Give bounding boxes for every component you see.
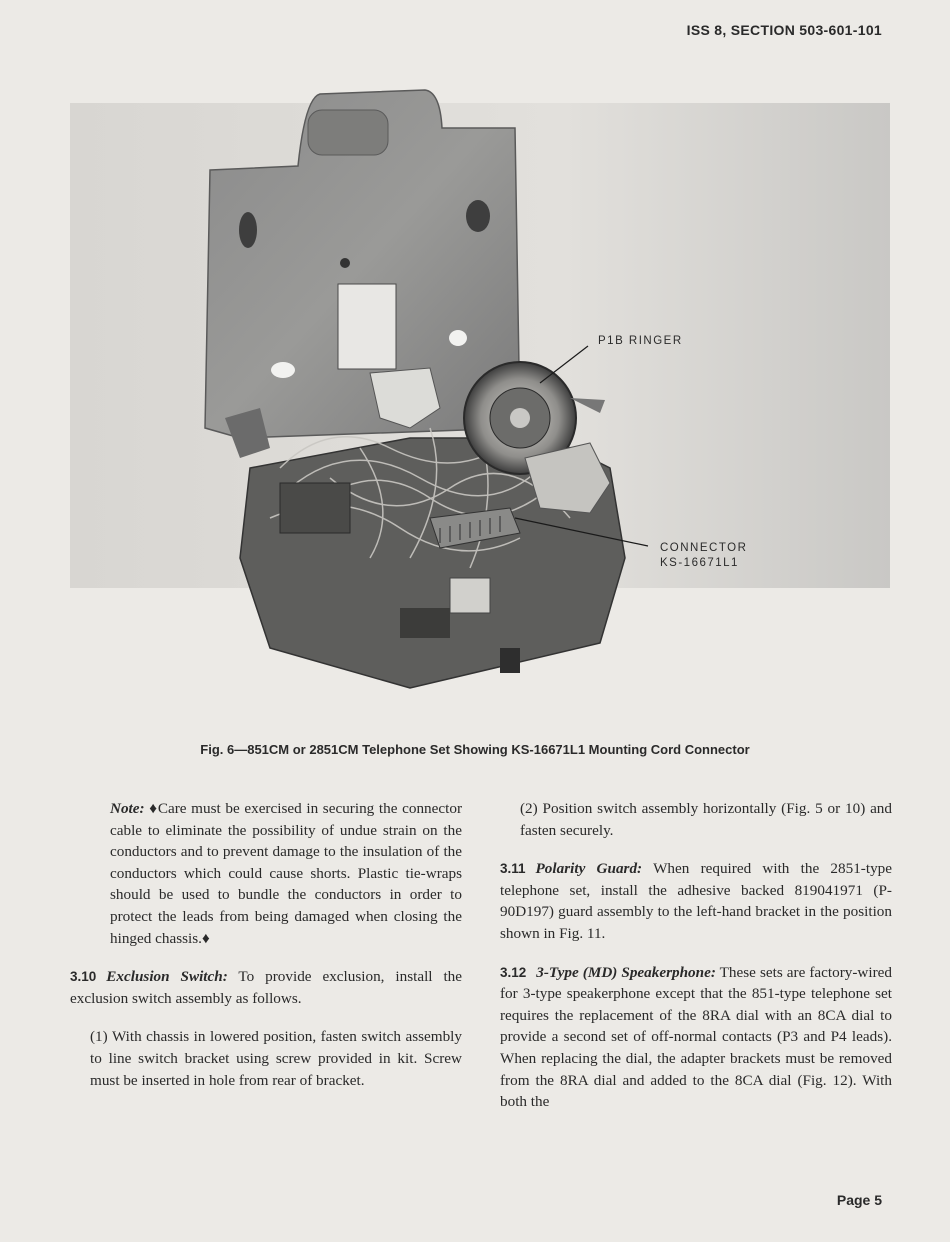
figure-caption: Fig. 6—851CM or 2851CM Telephone Set Showing KS-16671L1 Mounting Cord Connector — [200, 742, 750, 757]
connector-callout-line2: KS-16671L1 — [660, 557, 739, 569]
section-title: Polarity Guard: — [535, 860, 643, 878]
section-number: 3.11 — [500, 861, 526, 877]
item-1 — [70, 1026, 462, 1091]
section-text: These sets are factory-wired for 3-type speakerphone except that the 851-type telephone set requires the replacement of the 8RA dial with an 8CA dial to provide a second set of off-normal contacts (P3 and P4 leads). When replacing the dial, the adapter brackets must be removed from the 8RA dial and added to the 8CA dial (Fig. 12). With both the — [500, 963, 892, 1111]
item-text: Position switch assembly horizontally (Fig. 5 or 10) and fasten securely. — [520, 800, 892, 839]
item-text: With chassis in lowered position, fasten switch assembly to line switch bracket using screw provided in kit. Screw must be inserted in hole from rear of bracket. — [90, 1028, 462, 1089]
item-2 — [500, 798, 892, 841]
note-paragraph — [110, 798, 462, 949]
page-number: Page 5 — [836, 1192, 882, 1208]
section-header: ISS 8, SECTION 503-601-101 — [686, 22, 882, 38]
section-3-12 — [500, 962, 892, 1113]
section-text: To provide exclusion, install the exclusion switch assembly as follows. — [70, 968, 462, 1007]
left-column — [70, 798, 462, 1108]
section-3-11 — [500, 858, 892, 944]
section-3-10 — [70, 966, 462, 1009]
section-number: 3.10 — [70, 969, 97, 985]
item-number: (1) — [90, 1028, 108, 1046]
section-title: Exclusion Switch: — [106, 968, 228, 986]
right-column — [500, 798, 892, 1130]
ringer-callout: P1B RINGER — [598, 335, 683, 347]
section-title: 3-Type (MD) Speakerphone: — [536, 963, 716, 981]
section-text: When required with the 2851-type telephone set, install the adhesive backed 819041971 (P-90D197) guard assembly to the left-hand bracket in the position shown in Fig. 11. — [500, 860, 892, 942]
item-number: (2) — [520, 800, 538, 817]
section-number: 3.12 — [500, 964, 527, 980]
note-label: Note: — [110, 800, 145, 817]
telephone-set-photo — [70, 88, 890, 713]
connector-callout-line1: CONNECTOR — [660, 542, 748, 554]
note-text: ♦Care must be exercised in securing the connector cable to eliminate the possibility of undue strain on the conductors and to prevent damage to the insulation of the conductors which could cause shorts. Plastic tie-wraps should be used to bundle the conductors in order to protect the leads from being damaged when closing the hinged chassis.♦ — [110, 800, 462, 947]
